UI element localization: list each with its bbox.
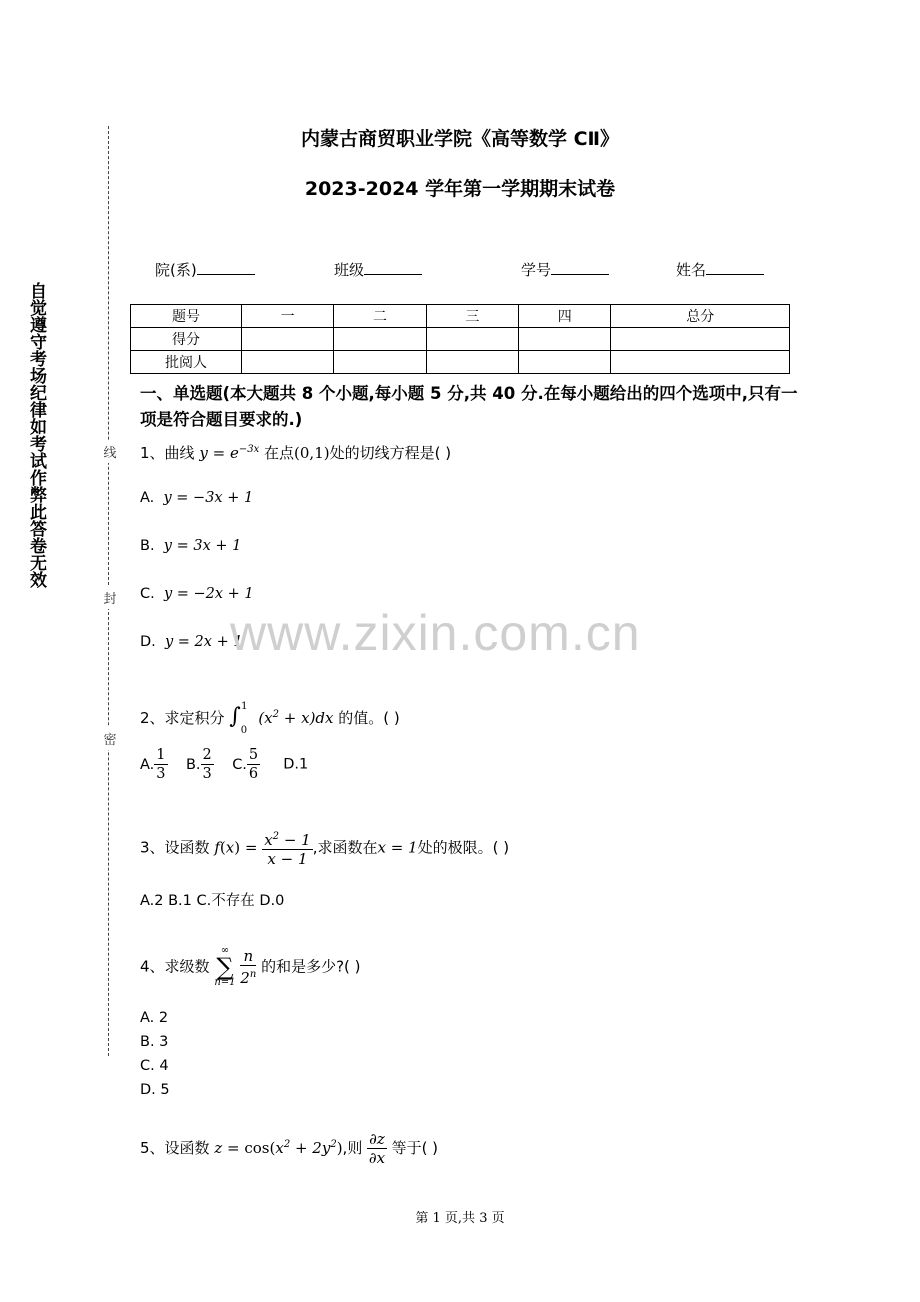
exam-title: 内蒙古商贸职业学院《高等数学 CⅡ》 bbox=[300, 128, 620, 150]
score-table bbox=[130, 304, 790, 374]
grader-cell[interactable] bbox=[242, 351, 334, 374]
score-table-header-cell: 二 bbox=[334, 305, 426, 328]
binding-mark-line: 线 bbox=[103, 440, 117, 463]
question-4: 4、求级数 ∞ ∑ n=1 $\frac{n}{2^n}$ 的和是多少?( ) bbox=[140, 945, 361, 988]
page-footer: 第 1 页,共 3 页 bbox=[415, 1211, 505, 1226]
score-table-header-row bbox=[131, 305, 790, 328]
q4-option-d[interactable]: D. 5 bbox=[140, 1082, 170, 1098]
score-table-row bbox=[131, 328, 790, 351]
q4-option-c[interactable]: C. 4 bbox=[140, 1058, 169, 1074]
question-2: 2、求定积分 $\int_0^1$ $(x^2 + x)dx$ 的值。( ) bbox=[140, 701, 400, 736]
grader-cell[interactable] bbox=[334, 351, 426, 374]
q1-option-b[interactable]: B. y = 3x + 1 bbox=[140, 538, 242, 554]
score-row-label: 得分 bbox=[131, 328, 242, 351]
score-cell[interactable] bbox=[519, 328, 611, 351]
score-table-header-cell: 总分 bbox=[611, 305, 790, 328]
grader-cell[interactable] bbox=[611, 351, 790, 374]
question-3: 3、设函数 f(x) = $\frac{x^2 - 1}{x - 1}$ ,求函数在x = 1处的极限。( ) bbox=[140, 828, 509, 868]
question-5: 5、设函数 $z = \cos(x^2 + 2y^2)$,则 $\frac{\partial z}{\partial x}$ 等于( ) bbox=[140, 1130, 439, 1167]
exam-discipline-note: 自觉遵守考场纪律如考试作弊此答卷无效 bbox=[26, 282, 46, 588]
score-cell[interactable] bbox=[611, 328, 790, 351]
q3-options[interactable]: A.2 B.1 C.不存在 D.0 bbox=[140, 893, 285, 909]
q2-option-b[interactable]: B. $\frac{2}{3}$ bbox=[185, 747, 212, 782]
binding-mark-secret: 密 bbox=[103, 727, 117, 750]
q2-option-a[interactable]: A. $\frac{1}{3}$ bbox=[140, 747, 166, 782]
score-table-header-cell: 四 bbox=[519, 305, 611, 328]
info-field-class[interactable]: 班级 bbox=[334, 259, 422, 280]
q1-option-c[interactable]: C. y = −2x + 1 bbox=[140, 586, 254, 602]
info-field-department[interactable]: 院(系) bbox=[155, 259, 255, 280]
section-heading: 一、单选题(本大题共 8 个小题,每小题 5 分,共 40 分.在每小题给出的四个选项中,只有一项是符合题目要求的.) bbox=[140, 384, 798, 429]
score-cell[interactable] bbox=[242, 328, 334, 351]
score-table-header-cell: 一 bbox=[242, 305, 334, 328]
question-1: 1、曲线 $y = e^{-3x}$ 在点(0,1)处的切线方程是( ) bbox=[140, 444, 452, 462]
watermark: www.zixin.com.cn bbox=[230, 605, 641, 661]
score-cell[interactable] bbox=[426, 328, 518, 351]
grader-cell[interactable] bbox=[519, 351, 611, 374]
q1-option-d[interactable]: D. y = 2x + 1 bbox=[140, 634, 243, 650]
score-table-header-cell: 三 bbox=[426, 305, 518, 328]
score-row-label: 批阅人 bbox=[131, 351, 242, 374]
q4-option-a[interactable]: A. 2 bbox=[140, 1010, 169, 1026]
q2-option-d[interactable]: D.1 bbox=[283, 756, 309, 773]
q2-option-c[interactable]: C. $\frac{5}{6}$ bbox=[232, 747, 259, 782]
q4-option-b[interactable]: B. 3 bbox=[140, 1034, 169, 1050]
grader-cell[interactable] bbox=[426, 351, 518, 374]
q2-options bbox=[140, 746, 308, 783]
info-field-name[interactable]: 姓名 bbox=[676, 259, 764, 280]
binding-mark-seal: 封 bbox=[103, 586, 117, 609]
exam-subtitle: 2023-2024 学年第一学期期末试卷 bbox=[304, 178, 616, 200]
score-table-row bbox=[131, 351, 790, 374]
info-field-student-id[interactable]: 学号 bbox=[521, 259, 609, 280]
score-table-header-cell: 题号 bbox=[131, 305, 242, 328]
q1-option-a[interactable]: A. y = −3x + 1 bbox=[140, 490, 254, 506]
score-cell[interactable] bbox=[334, 328, 426, 351]
